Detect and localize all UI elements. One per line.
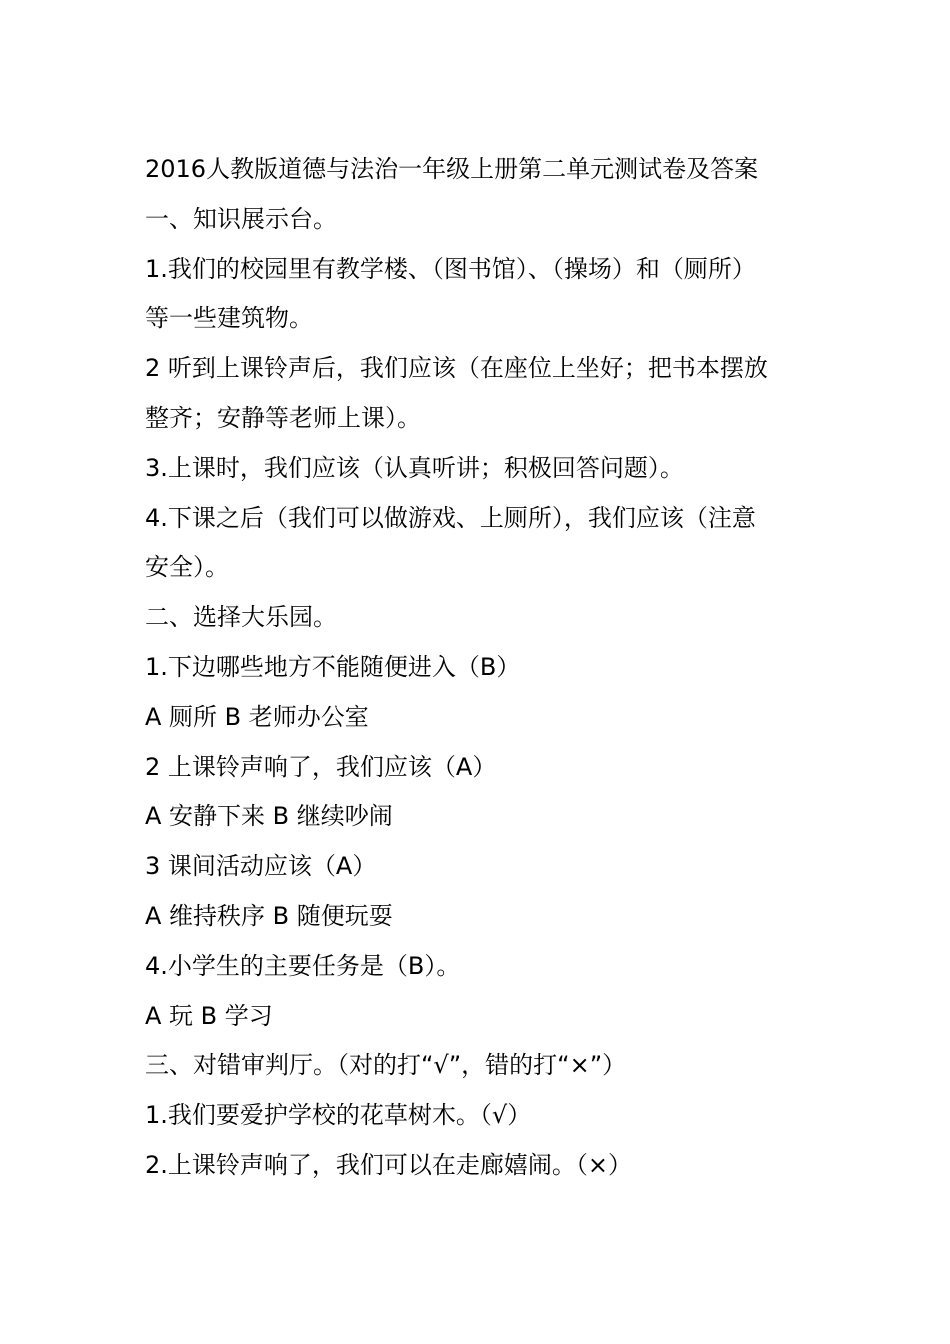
section-heading-choice: 二、选择大乐园。: [145, 603, 337, 632]
document-body: [145, 145, 825, 1191]
section-heading-true-false: 三、对错审判厅。（对的打“√”，错的打“×”）: [145, 1051, 627, 1080]
question-line: 1.下边哪些地方不能随便进入（B）: [145, 652, 521, 681]
option-line: A 维持秩序 B 随便玩耍: [145, 901, 393, 930]
document-title: 2016人教版道德与法治一年级上册第二单元测试卷及答案: [145, 155, 759, 183]
question-line: 整齐；安静等老师上课）。: [145, 403, 421, 432]
question-line: 2 上课铃声响了，我们应该（A）: [145, 752, 497, 781]
option-line: A 厕所 B 老师办公室: [145, 702, 369, 731]
option-line: A 玩 B 学习: [145, 1001, 273, 1030]
question-line: 1.我们要爱护学校的花草树木。（√）: [145, 1101, 532, 1130]
question-line: 2.上课铃声响了，我们可以在走廊嬉闹。（×）: [145, 1150, 633, 1179]
question-line: 3.上课时，我们应该（认真听讲；积极回答问题）。: [145, 453, 684, 482]
question-line: 1.我们的校园里有教学楼、（图书馆）、（操场）和（厕所）: [145, 254, 756, 283]
question-line: 等一些建筑物。: [145, 304, 313, 333]
section-heading-knowledge: 一、知识展示台。: [145, 204, 337, 233]
question-line: 3 课间活动应该（A）: [145, 852, 377, 881]
option-line: A 安静下来 B 继续吵闹: [145, 802, 393, 831]
question-line: 2 听到上课铃声后，我们应该（在座位上坐好；把书本摆放: [145, 354, 768, 383]
question-line: 4.下课之后（我们可以做游戏、上厕所），我们应该（注意: [145, 503, 756, 532]
question-line: 安全）。: [145, 553, 229, 582]
question-line: 4.小学生的主要任务是（B）。: [145, 951, 461, 980]
